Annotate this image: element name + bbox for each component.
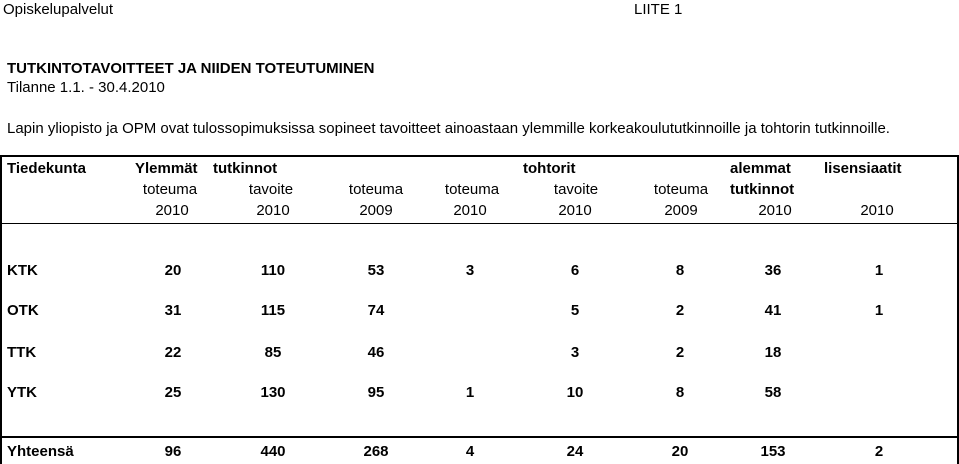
table-cell: 115 xyxy=(260,302,286,319)
table-cell: 110 xyxy=(260,262,286,279)
year-header: 2010 xyxy=(155,202,189,219)
table-cell: 18 xyxy=(764,344,782,361)
col-header-alemmat: alemmat xyxy=(730,160,791,177)
table-cell: 2 xyxy=(675,344,685,361)
col-header-tutkinnot: tutkinnot xyxy=(213,160,278,177)
table-cell: 58 xyxy=(764,384,782,401)
total-cell: 96 xyxy=(164,443,182,460)
table-cell: 31 xyxy=(164,302,182,319)
description: Lapin yliopisto ja OPM ovat tulossopimuksissa sopineet tavoitteet ainoastaan ylemmille korkeakoulututkinnoille ja tohtorin tutkinnoille. xyxy=(7,120,890,137)
table-cell: 8 xyxy=(675,262,685,279)
table-cell: 46 xyxy=(367,344,385,361)
table-top-border xyxy=(0,155,959,157)
table-cell: 25 xyxy=(164,384,182,401)
year-header: 2010 xyxy=(453,202,487,219)
table-left-border xyxy=(0,155,2,464)
col-header-faculty: Tiedekunta xyxy=(7,160,86,177)
year-header: 2010 xyxy=(860,202,894,219)
year-header: 2010 xyxy=(758,202,792,219)
total-cell: 2 xyxy=(874,443,884,460)
header-left: Opiskelupalvelut xyxy=(3,1,114,18)
total-cell: 268 xyxy=(363,443,389,460)
row-label-ytk: YTK xyxy=(7,384,37,401)
row-label-ktk: KTK xyxy=(7,262,38,279)
header-right: LIITE 1 xyxy=(634,1,683,18)
year-header: 2009 xyxy=(359,202,393,219)
table-cell: 85 xyxy=(264,344,282,361)
total-cell: 24 xyxy=(566,443,584,460)
total-cell: 4 xyxy=(465,443,475,460)
subheader: toteuma xyxy=(348,181,404,198)
col-header-tohtorit: tohtorit xyxy=(523,160,576,177)
table-cell: 5 xyxy=(570,302,580,319)
table-cell: 1 xyxy=(874,302,884,319)
table-cell: 95 xyxy=(367,384,385,401)
table-total-separator xyxy=(0,436,959,438)
subheader: toteuma xyxy=(653,181,709,198)
year-header: 2009 xyxy=(664,202,698,219)
year-header: 2010 xyxy=(256,202,290,219)
table-header-separator xyxy=(0,223,959,224)
table-cell: 6 xyxy=(570,262,580,279)
total-cell: 153 xyxy=(760,443,786,460)
subheader: toteuma xyxy=(142,181,198,198)
document-title: TUTKINTOTAVOITTEET JA NIIDEN TOTEUTUMINEN xyxy=(7,60,375,77)
table-cell: 36 xyxy=(764,262,782,279)
total-cell: 440 xyxy=(260,443,286,460)
table-cell: 41 xyxy=(764,302,782,319)
table-cell: 22 xyxy=(164,344,182,361)
table-cell: 53 xyxy=(367,262,385,279)
row-label-ttk: TTK xyxy=(7,344,37,361)
status-line: Tilanne 1.1. - 30.4.2010 xyxy=(7,79,165,96)
table-cell: 3 xyxy=(570,344,580,361)
table-cell: 8 xyxy=(675,384,685,401)
subheader: tavoite xyxy=(248,181,294,198)
row-label-otk: OTK xyxy=(7,302,39,319)
table-cell: 20 xyxy=(164,262,182,279)
year-header: 2010 xyxy=(558,202,592,219)
row-label-total: Yhteensä xyxy=(7,443,74,460)
subheader: toteuma xyxy=(444,181,500,198)
table-cell: 1 xyxy=(874,262,884,279)
subheader: tavoite xyxy=(553,181,599,198)
table-cell: 1 xyxy=(465,384,475,401)
table-cell: 10 xyxy=(566,384,584,401)
table-cell: 74 xyxy=(367,302,385,319)
col-header-ylemmat: Ylemmät xyxy=(135,160,198,177)
total-cell: 20 xyxy=(671,443,689,460)
subheader-bold: tutkinnot xyxy=(730,181,795,198)
table-cell: 130 xyxy=(260,384,286,401)
table-cell: 2 xyxy=(675,302,685,319)
col-header-lisensiaatit: lisensiaatit xyxy=(824,160,902,177)
table-cell: 3 xyxy=(465,262,475,279)
